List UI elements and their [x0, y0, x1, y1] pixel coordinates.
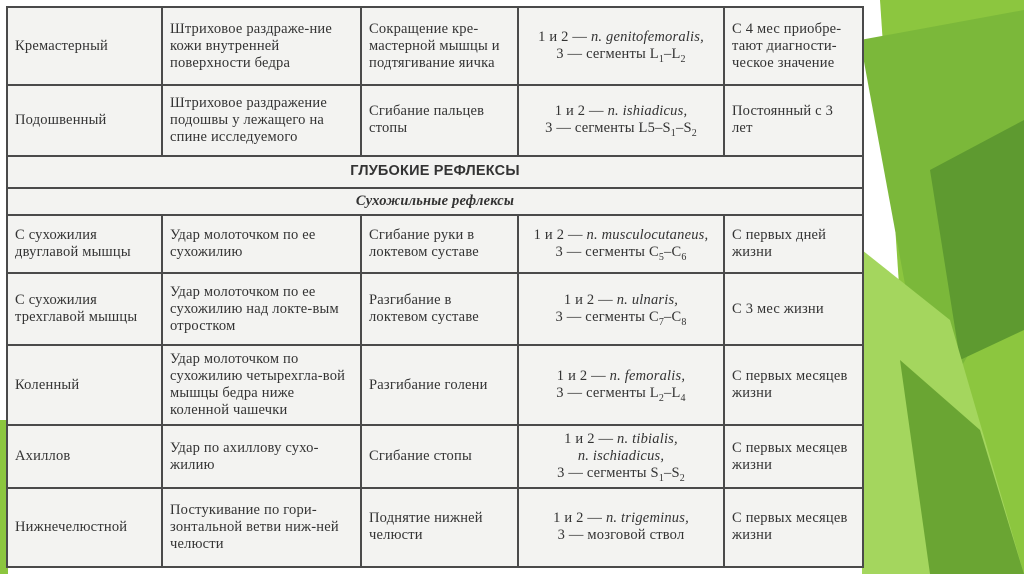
arc-prefix: 1 и 2 — [553, 510, 606, 527]
stimulus: Удар по ахиллову сухо-жилию [162, 425, 361, 487]
onset: С 4 мес приобре-тают диагности-ческое значение [724, 7, 863, 85]
nerve-name: n. musculocutaneus, [586, 226, 709, 243]
reflex-name: Ахиллов [7, 425, 162, 487]
stimulus: Штриховое раздражение подошвы у лежащего на спине исследуемого [162, 85, 361, 155]
segment-end-index: 6 [681, 251, 687, 263]
segment-end: S [671, 465, 680, 482]
segment-end: L [671, 385, 681, 402]
onset: Постоянный с 3 лет [724, 85, 863, 155]
section-title: ГЛУБОКИЕ РЕФЛЕКСЫ [7, 156, 863, 188]
segment-label: 3 — сегменты [555, 243, 649, 260]
segment-end: S [683, 120, 692, 137]
onset: С первых месяцев жизни [724, 488, 863, 567]
nerve-name: n. femoralis, [609, 368, 686, 385]
deco-shape-pale [862, 250, 1024, 574]
segment-start: S [650, 465, 659, 482]
segment-separator: – [664, 46, 672, 63]
stimulus: Постукивание по гори-зонтальной ветви ниж-ней челюсти [162, 488, 361, 567]
segment-end-index: 2 [679, 472, 685, 484]
response: Разгибание голени [361, 345, 518, 425]
segment-label: 3 — сегменты [555, 309, 649, 326]
reflex-arc [518, 7, 724, 85]
response: Сгибание руки в локтевом суставе [361, 215, 518, 273]
nerve-name-second: n. ischiadicus, [577, 448, 665, 465]
segment-start-index: 1 [670, 128, 676, 140]
table-row [7, 425, 863, 487]
segment-separator: – [675, 120, 684, 137]
segment-start: C [648, 309, 659, 326]
segment-start: S [662, 120, 671, 137]
arc-prefix: 1 и 2 — [554, 103, 608, 120]
stimulus: Удар молоточком по сухожилию четырехгла-вой мышцы бедра ниже коленной чашечки [162, 345, 361, 425]
segment-end-index: 4 [680, 393, 686, 405]
reflex-table [6, 6, 864, 568]
deco-shape-mid [860, 10, 1024, 420]
reflex-name: Кремастерный [7, 7, 162, 85]
stimulus: Удар молоточком по ее сухожилию [162, 215, 361, 273]
arc-prefix: 1 и 2 — [556, 368, 610, 385]
segment-start: L [649, 385, 659, 402]
reflex-arc [518, 345, 724, 425]
stimulus: Штриховое раздраже-ние кожи внутренней поверхности бедра [162, 7, 361, 85]
segment-separator: – [664, 385, 672, 402]
subsection-title: Сухожильные рефлексы [7, 188, 863, 215]
reflex-arc [518, 273, 724, 345]
onset: С первых дней жизни [724, 215, 863, 273]
reflex-arc [518, 425, 724, 487]
arc-prefix: 1 и 2 — [564, 431, 618, 448]
reflex-arc [518, 85, 724, 155]
segment-label: 3 — сегменты [556, 385, 650, 402]
deco-shape-dark [930, 120, 1024, 360]
segment-label: 3 — мозговой ствол [557, 527, 685, 544]
segment-start-index: 5 [658, 251, 665, 263]
segment-start-index: 1 [658, 472, 665, 484]
nerve-name: n. trigeminus, [605, 510, 689, 527]
segment-end-index: 8 [681, 316, 687, 328]
deco-shape-deep [900, 360, 1024, 574]
nerve-name: n. ulnaris, [616, 292, 679, 309]
table-row [7, 7, 863, 85]
segment-end-index: 2 [691, 128, 697, 140]
segment-end: C [671, 243, 682, 260]
response: Поднятие нижней челюсти [361, 488, 518, 567]
segment-end-index: 2 [680, 54, 686, 66]
onset: С первых месяцев жизни [724, 425, 863, 487]
reflex-name: Нижнечелюстной [7, 488, 162, 567]
response: Сокращение кре-мастерной мышцы и подтягивание яичка [361, 7, 518, 85]
reflex-name: С сухожилия двуглавой мышцы [7, 215, 162, 273]
arc-prefix: 1 и 2 — [538, 29, 591, 46]
segment-separator: – [664, 465, 672, 482]
nerve-name: n. genitofemoralis, [590, 29, 704, 46]
table-row [7, 85, 863, 155]
table-row [7, 273, 863, 345]
arc-prefix: 1 и 2 — [533, 226, 587, 243]
reflex-name: Подошвенный [7, 85, 162, 155]
segment-start: L [649, 46, 659, 63]
onset: С первых месяцев жизни [724, 345, 863, 425]
arc-prefix: 1 и 2 — [563, 292, 617, 309]
response: Сгибание пальцев стопы [361, 85, 518, 155]
stimulus: Удар молоточком по ее сухожилию над локте-вым отростком [162, 273, 361, 345]
table-row [7, 345, 863, 425]
segment-start-index: 2 [658, 393, 665, 405]
segment-separator: – [664, 243, 672, 260]
response: Сгибание стопы [361, 425, 518, 487]
response: Разгибание в локтевом суставе [361, 273, 518, 345]
segment-start-index: 1 [658, 54, 665, 66]
table-row [7, 488, 863, 567]
reflex-arc [518, 488, 724, 567]
segment-end: C [671, 309, 682, 326]
reflex-name: Коленный [7, 345, 162, 425]
reflex-arc [518, 215, 724, 273]
segment-end: L [671, 46, 681, 63]
reflex-table-image [6, 6, 862, 568]
deco-shape-light [880, 0, 1024, 574]
reflex-name: С сухожилия трехглавой мышцы [7, 273, 162, 345]
nerve-name: n. ishiadicus, [607, 103, 688, 120]
segment-label: 3 — сегменты [556, 46, 650, 63]
section-row [7, 156, 863, 188]
segment-start: C [648, 243, 659, 260]
onset: С 3 мес жизни [724, 273, 863, 345]
segment-separator: – [664, 309, 672, 326]
table-row [7, 215, 863, 273]
segment-label: 3 — сегменты L5– [545, 120, 663, 137]
segment-label: 3 — сегменты [557, 465, 651, 482]
segment-start-index: 7 [658, 316, 665, 328]
nerve-name: n. tibialis, [617, 431, 678, 448]
subsection-row [7, 188, 863, 215]
